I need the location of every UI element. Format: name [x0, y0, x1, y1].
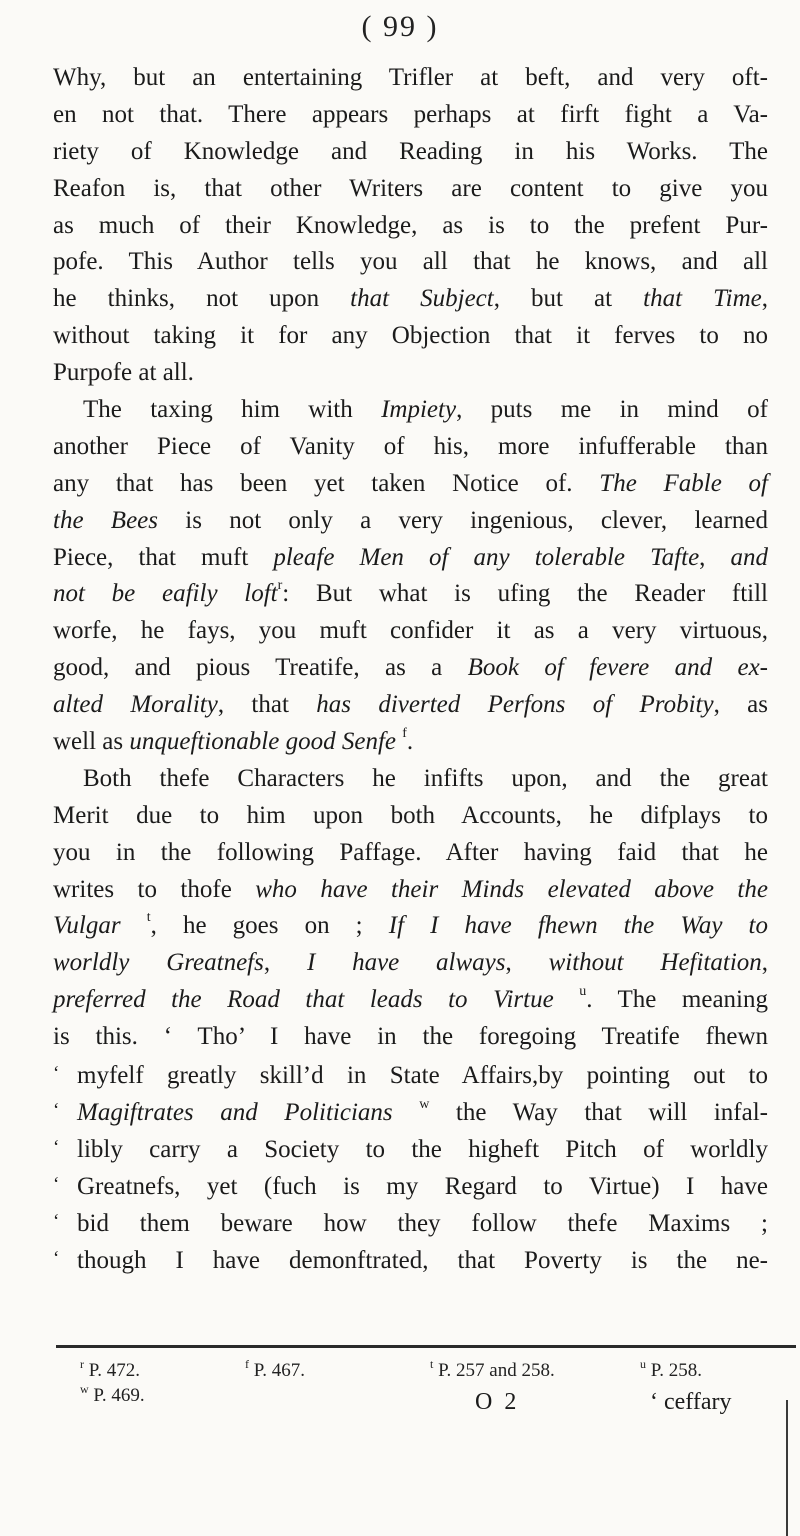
text-line	[53, 1167, 768, 1204]
catchword: ‘ ceffary	[650, 1389, 732, 1415]
text-line	[53, 1241, 768, 1278]
text-segment: is not only a very ingenious, clever, learned	[158, 506, 769, 534]
text-line	[53, 945, 768, 982]
text-segment	[554, 986, 580, 1013]
text-segment: he thinks, not upon	[53, 285, 351, 313]
signature-mark: O 2	[475, 1389, 520, 1415]
italic-text: that Subject	[350, 285, 494, 313]
text-line	[53, 134, 768, 171]
text-line	[53, 171, 768, 208]
text-segment: good, and pious Treatife, as a	[53, 654, 468, 682]
text-line	[53, 503, 768, 540]
text-segment: : But what is ufing the Reader ftill	[282, 580, 768, 608]
text-segment: pofe. This Author tells you all that he knows, and all	[53, 248, 768, 276]
text-line	[53, 835, 768, 872]
text-segment: ,	[505, 949, 549, 977]
text-segment: Why, but an entertaining Trifler at beft, and very oft-	[53, 64, 768, 91]
text-segment: . The meaning	[586, 986, 768, 1014]
footnote-ref: u	[579, 984, 587, 1000]
text-segment: bid them beware how they follow thefe Maxims ;	[77, 1209, 768, 1237]
italic-text: unqueftionable good Senfe	[129, 728, 396, 756]
footnote-ref: r	[277, 578, 283, 594]
text-segment: The taxing him with	[83, 396, 382, 424]
margin-line	[786, 1400, 788, 1536]
text-line	[53, 208, 768, 245]
text-segment: though I have demonftrated, that Poverty is the ne-	[77, 1246, 768, 1274]
italic-text: If I have fhewn the Way to	[388, 912, 769, 940]
italic-text: Book of fevere and ex-	[467, 654, 768, 682]
text-line	[53, 540, 768, 577]
text-line	[53, 576, 768, 613]
text-line	[53, 1056, 768, 1093]
text-segment	[121, 912, 147, 939]
italic-text: Impiety	[381, 396, 457, 424]
quote-mark: ‘	[53, 1099, 60, 1121]
text-line	[53, 244, 768, 281]
text-line	[53, 392, 768, 429]
quote-mark: ‘	[53, 1247, 60, 1269]
text-line	[53, 1130, 768, 1167]
italic-text: who have their Minds elevated above the	[255, 875, 768, 903]
footnote-ref: f	[402, 726, 407, 742]
text-segment: , he goes on ;	[150, 912, 389, 940]
text-line	[53, 613, 768, 650]
body-text	[53, 60, 768, 1277]
quote-mark: ‘	[53, 1136, 60, 1158]
text-segment: ,	[699, 543, 731, 571]
italic-text: The Fable of	[599, 469, 769, 497]
italic-text: pleafe Men of any tolerable Tafte	[273, 543, 700, 571]
text-segment: writes to thofe	[53, 875, 256, 903]
text-segment: ,	[761, 949, 769, 977]
text-segment: Piece, that muft	[53, 543, 274, 571]
text-segment: , but at	[493, 285, 644, 313]
text-segment: myfelf greatly skill’d in State Affairs,by pointing out to	[77, 1062, 768, 1090]
text-segment: Greatnefs, yet (fuch is my Regard to Virtue) I have	[77, 1172, 768, 1200]
footnote-f: $^f$ P. 467.	[245, 1357, 305, 1381]
text-segment: libly carry a Society to the higheft Pitch of worldly	[77, 1135, 768, 1163]
text-segment: Merit due to him upon both Accounts, he difplays to	[53, 801, 768, 829]
italic-text: worldly Greatnefs	[53, 949, 264, 977]
text-segment: ,	[761, 285, 768, 313]
text-segment: worfe, he fays, you muft confider it as a very virtuous,	[53, 617, 768, 645]
italic-text: has diverted Perfons of Probity	[316, 691, 714, 719]
text-line	[53, 872, 768, 909]
text-segment: , as	[713, 691, 768, 719]
text-segment: Purpofe at all.	[53, 359, 194, 387]
page-number: ( 99 )	[361, 10, 439, 43]
italic-text: and	[730, 543, 769, 571]
text-segment: the Way that will infal-	[429, 1098, 768, 1126]
text-segment: without taking it for any Objection that it ferves to no	[53, 322, 768, 350]
text-segment: Reafon is, that other Writers are content to give you	[53, 174, 768, 202]
text-segment: as much of their Knowledge, as is to the prefent Pur-	[53, 211, 768, 239]
footnote-ref: w	[419, 1096, 430, 1112]
footnote-t: $^t$ P. 257 and 258.	[430, 1357, 555, 1381]
text-segment: , that	[217, 691, 317, 719]
italic-text: the Bees	[53, 506, 158, 534]
text-segment: .	[406, 728, 414, 756]
text-line	[53, 687, 768, 724]
text-line	[53, 355, 768, 392]
quote-mark: ‘	[53, 1063, 60, 1085]
footnote-rule	[56, 1345, 796, 1348]
quote-mark: ‘	[53, 1173, 60, 1195]
footnote-ref: t	[146, 910, 151, 926]
text-line	[53, 1204, 768, 1241]
italic-text: that Time	[643, 285, 762, 313]
text-line	[53, 429, 768, 466]
text-segment: en not that. There appears perhaps at firft fight a Va-	[53, 100, 768, 128]
italic-text: Magiftrates and Politicians	[77, 1098, 393, 1126]
italic-text: preferred the Road that leads to Virtue	[53, 986, 554, 1014]
footnote-r: $^r$ P. 472.	[80, 1357, 140, 1381]
text-line	[53, 97, 768, 134]
text-segment	[393, 1099, 420, 1126]
quote-mark: ‘	[53, 1210, 60, 1232]
italic-text: alted Morality	[53, 691, 218, 719]
footnote-u: $^u$ P. 258.	[640, 1357, 702, 1381]
italic-text: Vulgar	[53, 912, 121, 940]
text-segment: is this. ‘ Tho’ I have in the foregoing Treatife fhewn	[53, 1023, 768, 1051]
text-segment: you in the following Paffage. After having faid that he	[53, 838, 768, 866]
text-line	[53, 908, 768, 945]
text-segment: well as	[53, 728, 130, 756]
text-line	[53, 1093, 768, 1130]
italic-text: I have always	[306, 949, 506, 977]
text-line	[53, 466, 768, 503]
text-line	[53, 1019, 768, 1056]
text-line	[53, 281, 768, 318]
text-segment: Both thefe Characters he infifts upon, and the great	[83, 764, 768, 792]
italic-text: not be eafily loft	[53, 580, 278, 608]
text-segment: riety of Knowledge and Reading in his Works. The	[53, 137, 768, 165]
text-line	[53, 982, 768, 1019]
text-segment: ,	[263, 949, 307, 977]
text-line	[53, 318, 768, 355]
text-segment: any that has been yet taken Notice of.	[53, 469, 600, 497]
text-line	[53, 761, 768, 798]
text-line	[53, 650, 768, 687]
italic-text: without Hefitation	[548, 949, 762, 977]
footnote-w: $^w$ P. 469.	[80, 1382, 145, 1406]
text-segment: , puts me in mind of	[456, 396, 768, 424]
text-segment: another Piece of Vanity of his, more infufferable than	[53, 432, 768, 460]
text-line	[53, 724, 768, 761]
text-line	[53, 60, 768, 97]
text-line	[53, 798, 768, 835]
